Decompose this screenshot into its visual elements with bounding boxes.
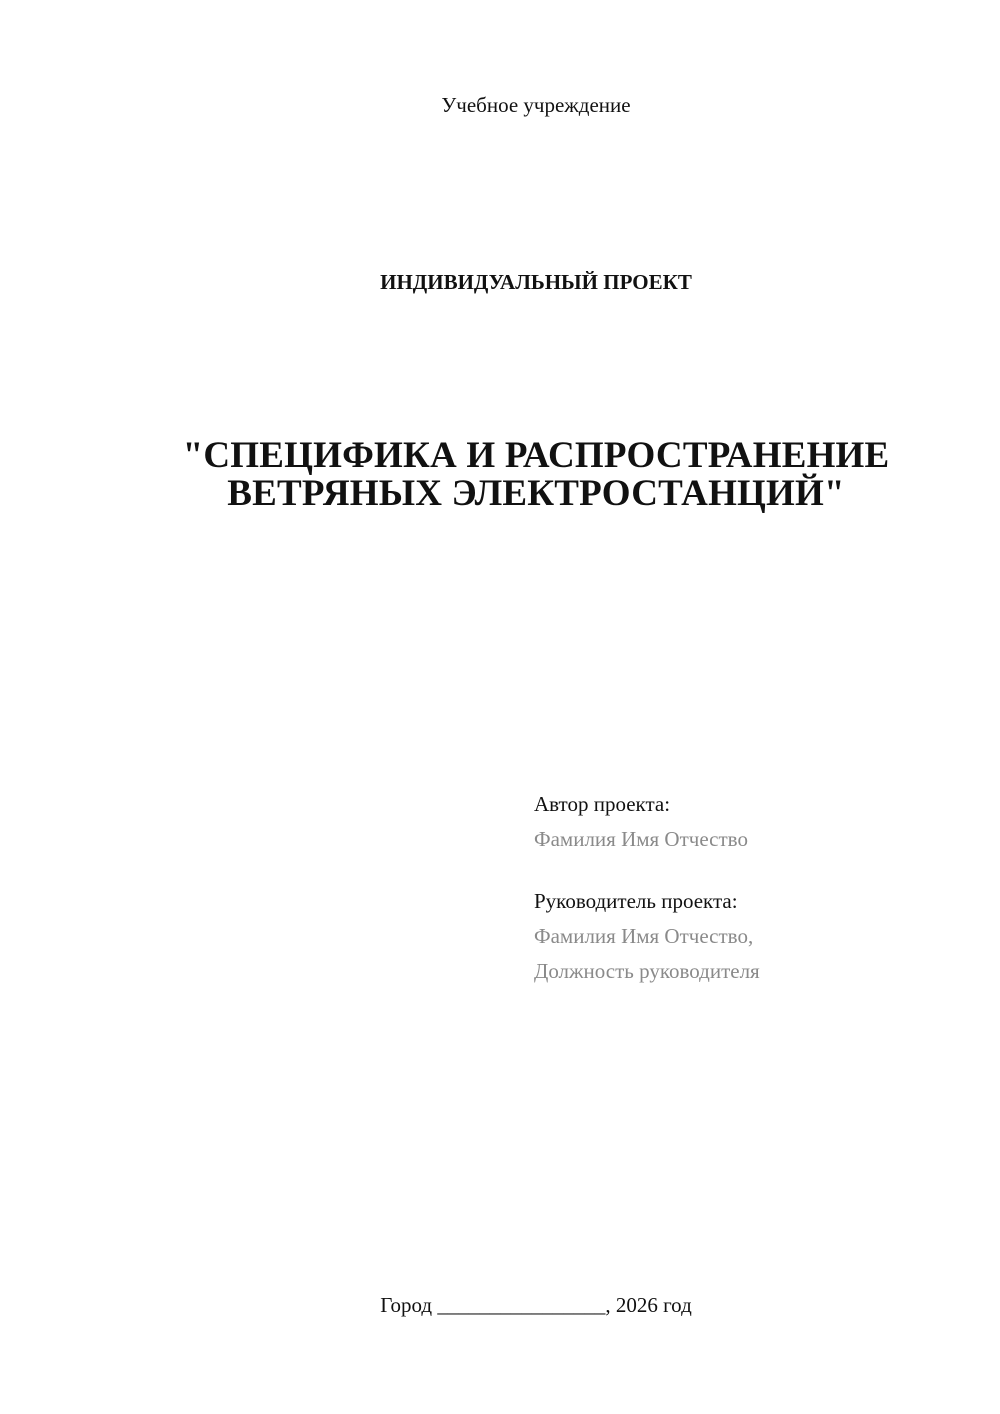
supervisor-position: Должность руководителя [534, 959, 760, 983]
city-label: Город [380, 1293, 433, 1317]
supervisor-label: Руководитель проекта: [534, 889, 738, 913]
project-type-heading: ИНДИВИДУАЛЬНЫЙ ПРОЕКТ [380, 270, 692, 294]
author-name: Фамилия Имя Отчество [534, 827, 748, 851]
author-label: Автор проекта: [534, 792, 671, 816]
supervisor-name: Фамилия Имя Отчество, [534, 924, 754, 948]
city-year-line [0, 1290, 1000, 1320]
project-title-line-2: ВЕТРЯНЫХ ЭЛЕКТРОСТАНЦИЙ" [227, 473, 845, 514]
project-title [0, 437, 1000, 513]
credits-block [534, 787, 974, 989]
credits-spacer [534, 857, 974, 884]
year-text: , 2026 год [605, 1293, 692, 1317]
institution-name: Учебное учреждение [441, 93, 631, 117]
project-title-line-1: "СПЕЦИФИКА И РАСПРОСТРАНЕНИЕ [182, 435, 890, 476]
city-blank: ________________ [437, 1293, 606, 1317]
